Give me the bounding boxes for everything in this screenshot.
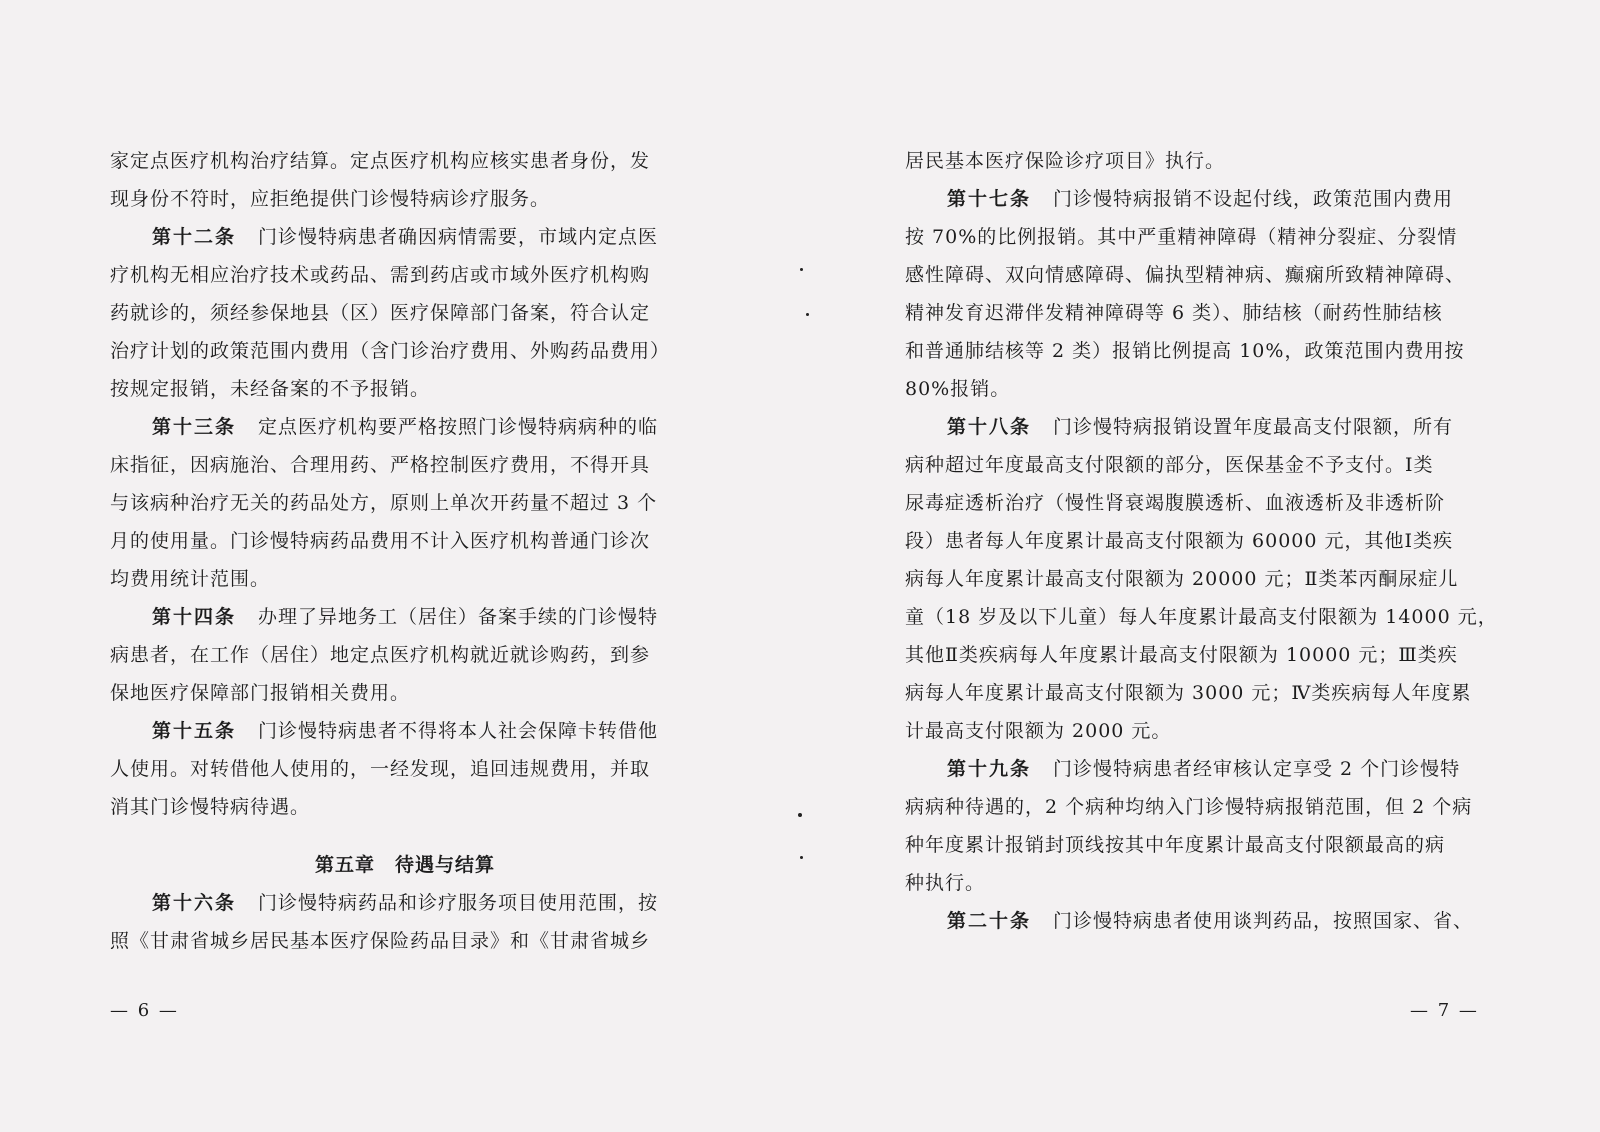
right-page-body xyxy=(905,142,1498,940)
scan-speck xyxy=(800,268,803,271)
text-line: 和普通肺结核等 2 类）报销比例提高 10%，政策范围内费用按 xyxy=(905,340,1465,362)
text-line: 精神发育迟滞伴发精神障碍等 6 类）、肺结核（耐药性肺结核 xyxy=(905,302,1443,324)
text-line: 段）患者每人年度累计最高支付限额为 60000 元，其他Ⅰ类疾 xyxy=(905,530,1454,552)
article-line: 第十八条 门诊慢特病报销设置年度最高支付限额，所有 xyxy=(905,408,1495,446)
text-line: 治疗计划的政策范围内费用（含门诊治疗费用、外购药品费用） xyxy=(110,340,671,362)
article-number: 第十二条 xyxy=(152,226,237,248)
text-line: 病种超过年度最高支付限额的部分，医保基金不予支付。Ⅰ类 xyxy=(905,454,1434,476)
article-number: 第十四条 xyxy=(152,606,237,628)
article-line: 第十九条 门诊慢特病患者经审核认定享受 2 个门诊慢特 xyxy=(905,750,1495,788)
text-line: 80%报销。 xyxy=(905,378,1011,400)
scan-speck xyxy=(798,813,802,817)
text-line: 病病种待遇的，2 个病种均纳入门诊慢特病报销范围，但 2 个病 xyxy=(905,796,1473,818)
article-line: 第二十条 门诊慢特病患者使用谈判药品，按照国家、省、 xyxy=(905,902,1495,940)
article-line: 第十二条 门诊慢特病患者确因病情需要，市域内定点医 xyxy=(110,218,700,256)
chapter-heading: 第五章 待遇与结算 xyxy=(314,854,495,876)
page-number: — 6 — xyxy=(110,1000,179,1021)
text-line: 照《甘肃省城乡居民基本医疗保险药品目录》和《甘肃省城乡 xyxy=(110,930,651,952)
text-line: 与该病种治疗无关的药品处方，原则上单次开药量不超过 3 个 xyxy=(110,492,658,514)
scan-speck xyxy=(806,313,809,316)
article-number: 第十五条 xyxy=(152,720,237,742)
text-line: 按 70%的比例报销。其中严重精神障碍（精神分裂症、分裂情 xyxy=(905,226,1458,248)
text-line: 其他Ⅱ类疾病每人年度累计最高支付限额为 10000 元；Ⅲ类疾 xyxy=(905,644,1458,666)
article-line: 第十六条 门诊慢特病药品和诊疗服务项目使用范围，按 xyxy=(110,884,700,922)
text-line: 童（18 岁及以下儿童）每人年度累计最高支付限额为 14000 元， xyxy=(905,606,1498,628)
article-line: 第十七条 门诊慢特病报销不设起付线，政策范围内费用 xyxy=(905,180,1495,218)
left-page-body xyxy=(110,142,700,960)
article-number: 第十七条 xyxy=(947,188,1032,210)
right-page xyxy=(800,0,1600,1132)
article-number: 第二十条 xyxy=(947,910,1032,932)
article-number: 第十九条 xyxy=(947,758,1032,780)
text-line: 月的使用量。门诊慢特病药品费用不计入医疗机构普通门诊次 xyxy=(110,530,651,552)
text-line: 尿毒症透析治疗（慢性肾衰竭腹膜透析、血液透析及非透析阶 xyxy=(905,492,1446,514)
text-line: 现身份不符时，应拒绝提供门诊慢特病诊疗服务。 xyxy=(110,188,551,210)
text-line: 人使用。对转借他人使用的，一经发现，追回违规费用，并取 xyxy=(110,758,651,780)
scan-speck xyxy=(800,856,803,859)
text-line: 家定点医疗机构治疗结算。定点医疗机构应核实患者身份，发 xyxy=(110,150,651,172)
text-line: 感性障碍、双向情感障碍、偏执型精神病、癫痫所致精神障碍、 xyxy=(905,264,1466,286)
article-number: 第十八条 xyxy=(947,416,1032,438)
text-line: 消其门诊慢特病待遇。 xyxy=(110,796,311,818)
text-line: 床指征，因病施治、合理用药、严格控制医疗费用，不得开具 xyxy=(110,454,651,476)
text-line: 居民基本医疗保险诊疗项目》执行。 xyxy=(905,150,1226,172)
text-line: 按规定报销，未经备案的不予报销。 xyxy=(110,378,431,400)
text-line: 种执行。 xyxy=(905,872,986,894)
article-number: 第十三条 xyxy=(152,416,237,438)
page-number: — 7 — xyxy=(1410,1000,1479,1021)
text-line: 保地医疗保障部门报销相关费用。 xyxy=(110,682,411,704)
text-line: 病患者，在工作（居住）地定点医疗机构就近就诊购药，到参 xyxy=(110,644,651,666)
article-number: 第十六条 xyxy=(152,892,237,914)
text-line: 病每人年度累计最高支付限额为 3000 元；Ⅳ类疾病每人年度累 xyxy=(905,682,1472,704)
article-line: 第十四条 办理了异地务工（居住）备案手续的门诊慢特 xyxy=(110,598,700,636)
spacer xyxy=(110,826,700,846)
article-line: 第十三条 定点医疗机构要严格按照门诊慢特病病种的临 xyxy=(110,408,700,446)
text-line: 药就诊的，须经参保地县（区）医疗保障部门备案，符合认定 xyxy=(110,302,651,324)
text-line: 均费用统计范围。 xyxy=(110,568,271,590)
text-line: 疗机构无相应治疗技术或药品、需到药店或市域外医疗机构购 xyxy=(110,264,651,286)
text-line: 计最高支付限额为 2000 元。 xyxy=(905,720,1172,742)
article-line: 第十五条 门诊慢特病患者不得将本人社会保障卡转借他 xyxy=(110,712,700,750)
text-line: 病每人年度累计最高支付限额为 20000 元；Ⅱ类苯丙酮尿症儿 xyxy=(905,568,1459,590)
text-line: 种年度累计报销封顶线按其中年度累计最高支付限额最高的病 xyxy=(905,834,1446,856)
